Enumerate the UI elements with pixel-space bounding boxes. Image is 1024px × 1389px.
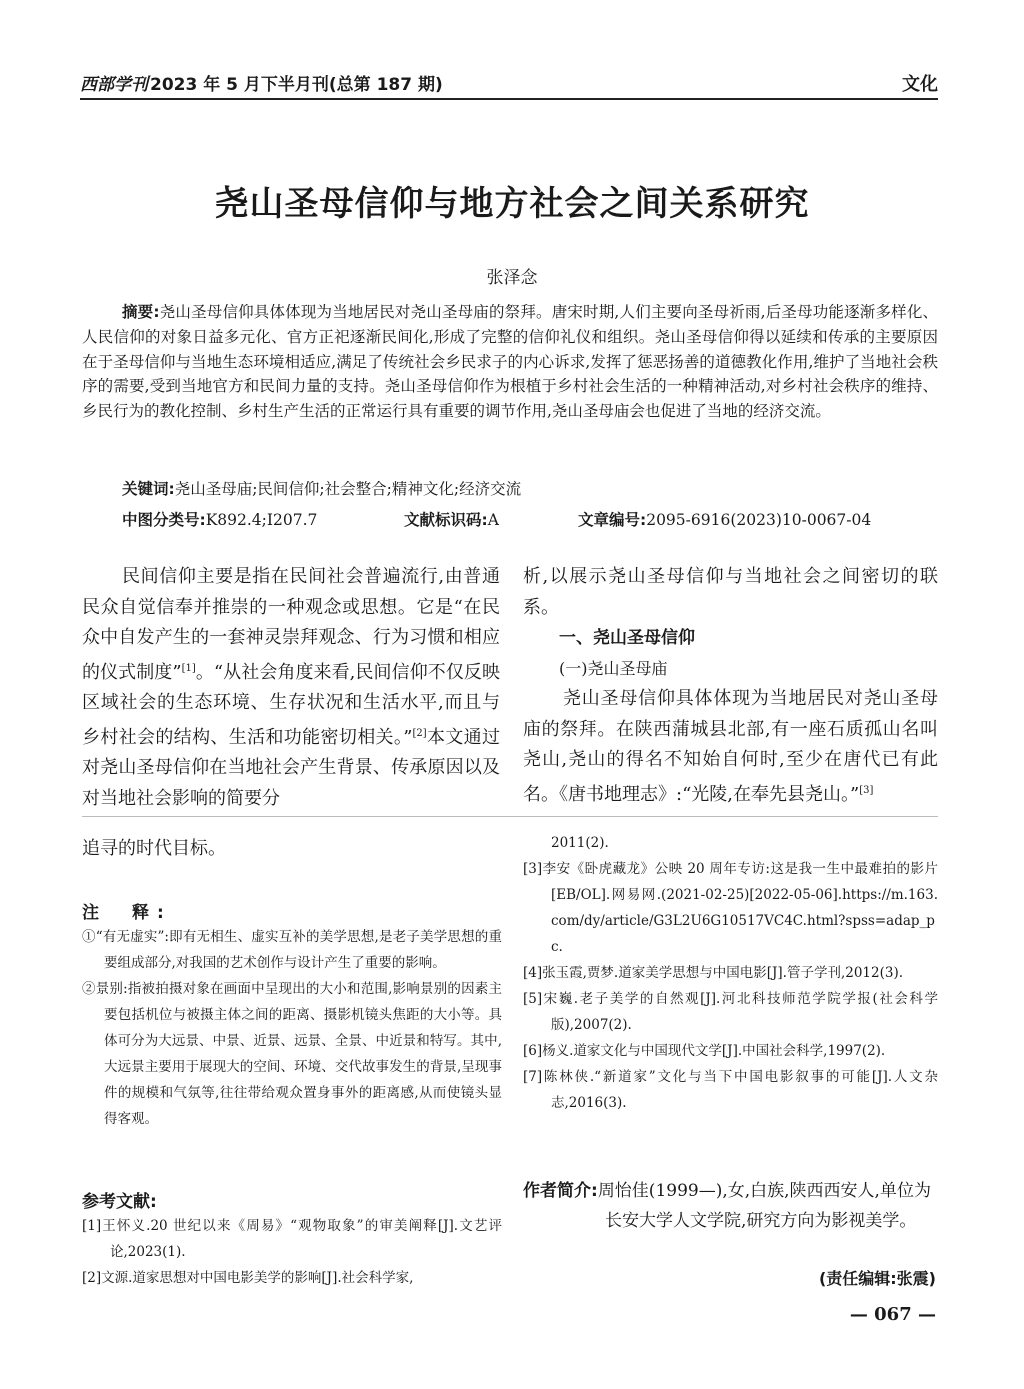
abstract-label: 摘要:	[122, 303, 160, 321]
citation-3: [3]	[859, 784, 874, 796]
author-name: 张泽念	[486, 268, 538, 288]
journal-logo: 西部学刊	[80, 75, 148, 95]
journal-header	[80, 70, 443, 95]
author-bio-body	[523, 1176, 938, 1236]
author-bio	[523, 1176, 938, 1236]
section-heading: 一、尧山圣母信仰	[559, 628, 695, 648]
note-item: ①“有无虚实”:即有无相生、虚实互补的美学思想,是老子美学思想的重要组成部分,对我国的艺术创作与设计产生了重要的影响。	[82, 929, 502, 971]
references-right	[523, 830, 938, 1116]
section-paragraph	[523, 684, 938, 810]
paper-title: 尧山圣母信仰与地方社会之间关系研究	[214, 184, 810, 224]
article-label: 文章编号:	[578, 511, 647, 529]
page-number: — 067 —	[849, 1304, 936, 1325]
reference-item: [4]张玉霞,贾梦.道家美学思想与中国电影[J].管子学刊,2012(3).	[523, 965, 904, 981]
reference-item: [1]王怀义.20 世纪以来《周易》“观物取象”的审美阐释[J].文艺评论,2023(1).	[82, 1218, 502, 1260]
keywords	[122, 477, 938, 499]
notes-heading: 注 释:	[82, 903, 172, 923]
citation-2: [2]	[412, 727, 427, 739]
section-name: 文化	[902, 74, 938, 95]
intro-text-3: 本文通过对尧山圣母信仰在当地社会产生背景、传承原因以及对当地社会影响的简要分	[82, 726, 501, 809]
body-left-column	[82, 562, 500, 814]
intro-text-2: 。“从社会角度来看,民间信仰不仅反映区域社会的生态环境、生存状况和生活水平,而且与乡村社会的结构、生活和功能密切相关。”	[82, 661, 500, 748]
references-left	[82, 1213, 502, 1291]
notes-list	[82, 924, 502, 1132]
section-text: 尧山圣母信仰具体体现为当地居民对尧山圣母庙的祭拜。在陕西蒲城县北部,有一座石质孤山名叫尧山,尧山的得名不知始自何时,至少在唐代已有此名。《唐书地理志》:“光陵,在奉先县尧山。”	[523, 688, 938, 805]
section-divider	[82, 816, 938, 817]
reference-continued: 2011(2).	[551, 835, 609, 851]
article-value: 2095-6916(2023)10-0067-04	[646, 511, 872, 529]
reference-item: [5]宋巍.老子美学的自然观[J].河北科技师范学院学报(社会科学版),2007(2).	[523, 991, 938, 1033]
citation-1: [1]	[181, 662, 196, 674]
clc-label: 中图分类号:	[122, 511, 206, 529]
reference-item: [3]李安《卧虎藏龙》公映 20 周年专访:这是我一生中最难拍的影片[EB/OL].网易网.(2021-02-25)[2022-05-06].https://m.163.com/dy/article/G3L2U6G10517VC4C.html?spss=adap_pc.	[523, 861, 938, 955]
abstract	[82, 300, 938, 424]
bio-label: 作者简介:	[523, 1181, 598, 1201]
reference-item: [7]陈林侠.“新道家”文化与当下中国电影叙事的可能[J].人文杂志,2016(3).	[523, 1069, 938, 1111]
article-number	[578, 508, 871, 530]
doc-value: A	[487, 511, 499, 529]
references-heading: 参考文献:	[82, 1192, 157, 1212]
responsible-editor: (责任编辑:张震)	[818, 1269, 936, 1288]
reference-item: [6]杨义.道家文化与中国现代文学[J].中国社会科学,1997(2).	[523, 1043, 886, 1059]
keywords-label: 关键词:	[122, 480, 175, 498]
clc-value: K892.4;I207.7	[205, 511, 318, 529]
bio-text: 周怡佳(1999—),女,白族,陕西西安人,单位为长安大学人文学院,研究方向为影视美学。	[597, 1181, 931, 1231]
header-divider	[80, 98, 938, 100]
abstract-text: 尧山圣母信仰具体体现为当地居民对尧山圣母庙的祭拜。唐宋时期,人们主要向圣母祈雨,后圣母功能逐渐多样化、人民信仰的对象日益多元化、官方正祀逐渐民间化,形成了完整的信仰礼仪和组织。尧山圣母信仰得以延续和传承的主要原因在于圣母信仰与当地生态环境相适应,满足了传统社会乡民求子的内心诉求,发挥了惩恶扬善的道德教化作用,维护了当地社会秩序的需要,受到当地官方和民间力量的支持。尧山圣母信仰作为根植于乡村社会生活的一种精神活动,对乡村社会秩序的维持、乡民行为的教化控制、乡村生产生活的正常运行具有重要的调节作用,尧山圣母庙会也促进了当地的经济交流。	[82, 303, 939, 421]
body-right-column	[523, 562, 938, 810]
reference-item: [2]文源.道家思想对中国电影美学的影响[J].社会科学家,	[82, 1270, 414, 1286]
clc-number	[122, 508, 317, 530]
doc-code	[404, 508, 499, 530]
subsection-heading: (一)尧山圣母庙	[559, 658, 668, 678]
doc-label: 文献标识码:	[404, 511, 488, 529]
continued-text: 追寻的时代目标。	[82, 838, 226, 859]
keywords-text: 尧山圣母庙;民间信仰;社会整合;精神文化;经济交流	[174, 480, 522, 498]
intro-text-1: 民间信仰主要是指在民间社会普遍流行,由普通民众自觉信奉并推崇的一种观念或思想。它是“在民众中自发产生的一套神灵崇拜观念、行为习惯和相应的仪式制度”	[82, 566, 500, 683]
issue-info: 2023 年 5 月下半月刊(总第 187 期)	[150, 75, 443, 95]
note-item: ②景别:指被拍摄对象在画面中呈现出的大小和范围,影响景别的因素主要包括机位与被摄主体之间的距离、摄影机镜头焦距的大小等。具体可分为大远景、中景、近景、远景、全景、中近景和特写。其中,大远景主要用于展现大的空间、环境、交代故事发生的背景,呈现事件的规模和气氛等,往往带给观众置身事外的距离感,从而使镜头显得客观。	[82, 981, 502, 1127]
intro-continued: 析,以展示尧山圣母信仰与当地社会之间密切的联系。	[523, 566, 938, 618]
